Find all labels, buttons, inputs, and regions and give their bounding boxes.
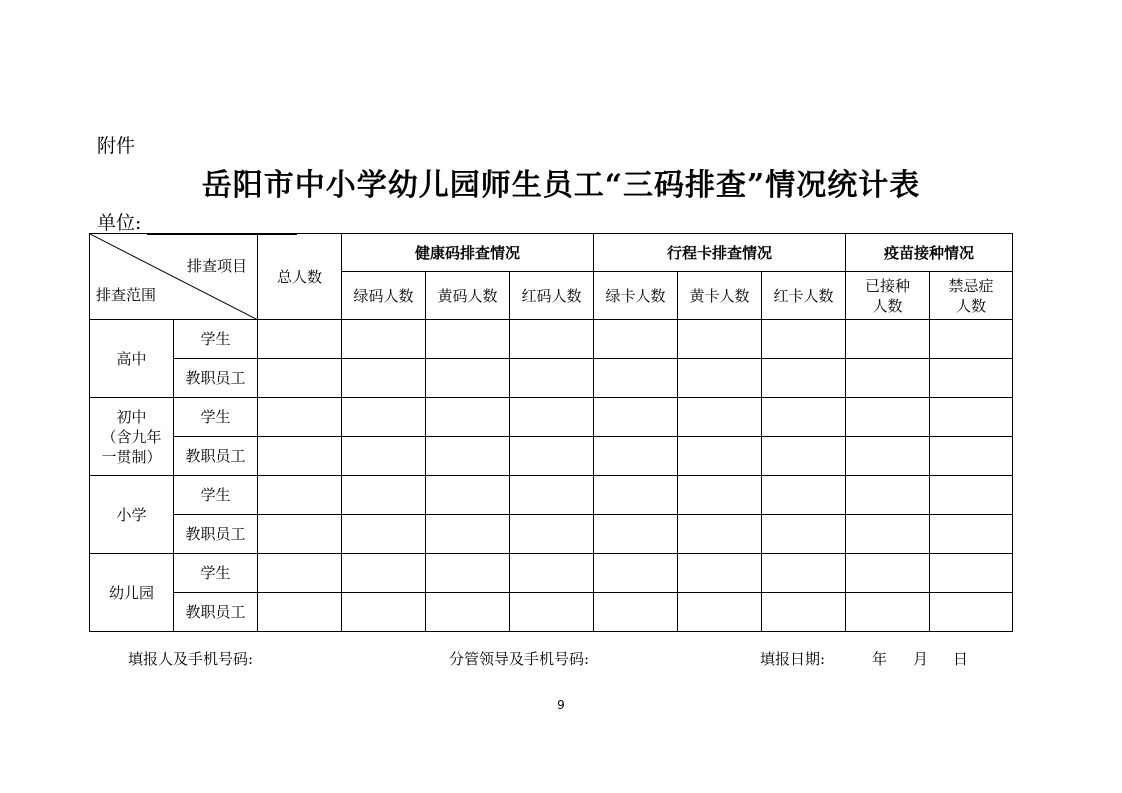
header-yellow-code: 黄码人数 xyxy=(426,272,510,320)
table-row xyxy=(90,398,1013,437)
attachment-label: 附件 xyxy=(97,135,136,157)
sub-students: 学生 xyxy=(174,398,258,437)
header-check-items: 排查项目 xyxy=(186,257,247,275)
category-kindergarten: 幼儿园 xyxy=(90,554,174,632)
header-yellow-card: 黄卡人数 xyxy=(678,272,762,320)
header-red-code: 红码人数 xyxy=(510,272,594,320)
diagonal-line xyxy=(90,234,258,320)
sub-students: 学生 xyxy=(174,554,258,593)
sub-staff: 教职员工 xyxy=(174,437,258,476)
header-green-card: 绿卡人数 xyxy=(594,272,678,320)
diagonal-header-cell xyxy=(90,234,258,320)
unit-input-line[interactable] xyxy=(147,214,297,235)
table-row xyxy=(90,515,1013,554)
sub-staff: 教职员工 xyxy=(174,359,258,398)
header-red-card: 红卡人数 xyxy=(762,272,846,320)
header-contraindication: 禁忌症 人数 xyxy=(930,272,1013,320)
header-vaccination: 疫苗接种情况 xyxy=(846,234,1013,272)
page-number: 9 xyxy=(557,698,565,712)
footer-year: 年 xyxy=(872,650,888,668)
statistics-table xyxy=(89,233,1013,632)
header-travel-card: 行程卡排查情况 xyxy=(594,234,846,272)
table-row xyxy=(90,359,1013,398)
table-row xyxy=(90,476,1013,515)
footer-leader-label: 分管领导及手机号码: xyxy=(449,650,590,668)
footer-month: 月 xyxy=(913,650,929,668)
sub-students: 学生 xyxy=(174,476,258,515)
footer-date-label: 填报日期: xyxy=(760,650,826,668)
unit-row xyxy=(97,208,297,235)
header-health-code: 健康码排查情况 xyxy=(342,234,594,272)
page-title: 岳阳市中小学幼儿园师生员工“三码排查”情况统计表 xyxy=(201,168,921,203)
footer-day: 日 xyxy=(953,650,969,668)
header-check-scope: 排查范围 xyxy=(96,286,157,304)
category-middle-school: 初中 （含九年 一贯制） xyxy=(90,398,174,476)
header-total: 总人数 xyxy=(258,234,342,320)
sub-staff: 教职员工 xyxy=(174,593,258,632)
header-green-code: 绿码人数 xyxy=(342,272,426,320)
table-row xyxy=(90,554,1013,593)
sub-students: 学生 xyxy=(174,320,258,359)
category-high-school: 高中 xyxy=(90,320,174,398)
table-row xyxy=(90,320,1013,359)
table-row xyxy=(90,437,1013,476)
footer-filler-label: 填报人及手机号码: xyxy=(128,650,254,668)
header-vaccinated: 已接种 人数 xyxy=(846,272,930,320)
unit-label: 单位: xyxy=(97,212,142,234)
category-primary-school: 小学 xyxy=(90,476,174,554)
table-row xyxy=(90,593,1013,632)
sub-staff: 教职员工 xyxy=(174,515,258,554)
